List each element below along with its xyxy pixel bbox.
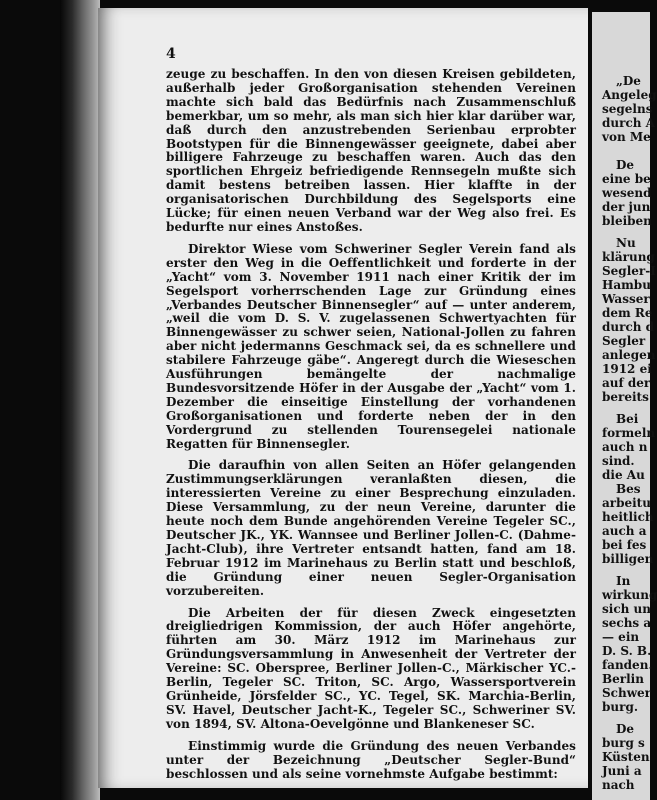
facing-page-line: Wasser: [602, 292, 650, 306]
facing-page-line: segelns: [602, 102, 653, 116]
facing-page-fragment: [592, 12, 657, 800]
facing-page-line: klärung: [602, 250, 655, 264]
facing-page-line: die Au: [602, 468, 645, 482]
facing-page-line: burg s: [602, 736, 645, 750]
paragraph: zeuge zu beschaffen. In den von diesen Kreisen gebildeten, außerhalb jeder Großorganisation stehenden Vereinen machte sich bald das Bedürfnis nach Zusammenschluß bemerkbar, um so mehr, als man sich hier klar darüber war, daß durch den anzustrebenden Serienbau erprobter Bootstypen für die Binnengewässer geeignete, dabei aber billigere Fahrzeuge zu beschaffen waren. Auch das den sportlichen Ehrgeiz befriedigende Rennsegeln mußte sich damit bestens betreiben lassen. Hier klaffte in der organisatorischen Durchbildung des Segelsports eine Lücke; für einen neuen Verband war der Weg also frei. Es bedurfte nur eines Anstoßes.: [166, 67, 576, 234]
facing-page-line: bei fes: [602, 538, 647, 552]
facing-page-line: auf der: [602, 376, 651, 390]
facing-page-line: auch a: [602, 524, 647, 538]
facing-page-line: 1912 ei: [602, 362, 652, 376]
facing-page-line: Juni a: [602, 764, 642, 778]
facing-page-line: In: [616, 574, 631, 588]
facing-page-line: „De: [616, 74, 641, 88]
facing-page-line: Nu: [616, 236, 636, 250]
paragraph: Die Arbeiten der für diesen Zweck eingesetzten dreigliedrigen Kommission, der auch Höfer angehörte, führten am 30. März 1912 im Marinehaus zur Gründungsversammlung in Anwesenheit der Vertreter der Vereine: SC. Oberspree, Berliner Jollen-C., Märkischer YC.-Berlin, Tegeler SC. Triton, SC. Argo, Wassersportverein Grünheide, Jörsfelder SC., YC. Tegel, SK. Marchia-Berlin, SV. Havel, Deutscher Jacht-K., Tegeler SC., Schweriner SV. von 1894, SV. Altona-Oevelgönne und Blankeneser SC.: [166, 605, 576, 731]
facing-page-line: heitlich: [602, 510, 654, 524]
book-spine: [60, 0, 100, 800]
facing-page-line: bereits: [602, 390, 649, 404]
facing-page-line: Schwer: [602, 686, 651, 700]
facing-page-line: dem Re: [602, 306, 653, 320]
facing-page-line: billigen: [602, 552, 654, 566]
facing-page-line: auch n: [602, 440, 648, 454]
facing-page-line: von Me: [602, 130, 651, 144]
facing-page-line: nach: [602, 778, 635, 792]
facing-page-line: bleiben: [602, 214, 652, 228]
paragraph: Einstimmig wurde die Gründung des neuen Verbandes unter der Bezeichnung „Deutscher Segler-Bund“ beschlossen und als seine vornehmste Aufgabe bestimmt:: [166, 738, 576, 781]
facing-page-line: sechs a: [602, 616, 652, 630]
facing-page-line: Hambu: [602, 278, 651, 292]
facing-page-line: Angeleg: [602, 88, 657, 102]
facing-page-line: Bes: [616, 482, 641, 496]
facing-page-line: Bei: [616, 412, 639, 426]
facing-page-line: Küsten: [602, 750, 650, 764]
facing-page-line: anlegen: [602, 348, 656, 362]
facing-page-line: De: [616, 158, 635, 172]
facing-page-line: wirkung: [602, 588, 657, 602]
facing-page-line: arbeitu: [602, 496, 651, 510]
facing-page-line: durch d: [602, 320, 655, 334]
facing-page-line: sich un: [602, 602, 651, 616]
paragraph: Die daraufhin von allen Seiten an Höfer gelangenden Zustimmungserklärungen veranlaßten diesen, die interessierten Vereine zu einer Besprechung einzuladen. Diese Versammlung, zu der neun Vereine, darunter die heute noch dem Bunde angehörenden Vereine Tegeler SC., Deutscher JK., YK. Wannsee und Berliner Jollen-C. (Dahme-Jacht-Club), ihre Vertreter entsandt hatten, fand am 18. Februar 1912 im Marinehaus zu Berlin statt und beschloß, die Gründung einer neuen Segler-Organisation vorzubereiten.: [166, 458, 576, 598]
body-text: [166, 68, 576, 789]
facing-page-line: formeln: [602, 426, 656, 440]
facing-page-line: fanden.: [602, 658, 653, 672]
facing-page-line: sind.: [602, 454, 635, 468]
book-page: [98, 8, 588, 788]
facing-page-line: — ein: [602, 630, 640, 644]
paragraph: Direktor Wiese vom Schweriner Segler Verein fand als erster den Weg in die Oeffentlichkeit und forderte in der „Yacht“ vom 3. November 1911 nach einer Kritik der im Segelsport vorherrschenden Lage zur Gründung eines „Verbandes Deutscher Binnensegler“ auf — unter anderem, „weil die vom D. S. V. zugelassenen Schwertyachten für Binnengewässer zu schwer seien, National-Jollen zu fahren aber nicht jedermanns Geschmack sei, da es schnellere und stabilere Fahrzeuge gäbe“. Angeregt durch die Wieseschen Ausführungen bemängelte der nachmalige Bundesvorsitzende Höfer in der Ausgabe der „Yacht“ vom 1. Dezember die einseitige Einstellung der vorhandenen Großorganisationen und forderte neben der in den Vordergrund zu stellenden Tourensegelei nationale Regatten für Binnensegler.: [166, 241, 576, 451]
facing-page-line: De: [616, 722, 635, 736]
facing-page-line: burg.: [602, 700, 639, 714]
facing-page-line: wesend: [602, 186, 652, 200]
facing-page-line: durch A: [602, 116, 655, 130]
facing-page-line: Segler-I: [602, 264, 656, 278]
facing-page-line: der jun: [602, 200, 651, 214]
facing-page-line: Segler: [602, 334, 646, 348]
facing-page-line: eine be: [602, 172, 651, 186]
facing-page-line: D. S. B.: [602, 644, 652, 658]
page-number: 4: [166, 46, 176, 62]
facing-page-line: Berlin: [602, 672, 644, 686]
